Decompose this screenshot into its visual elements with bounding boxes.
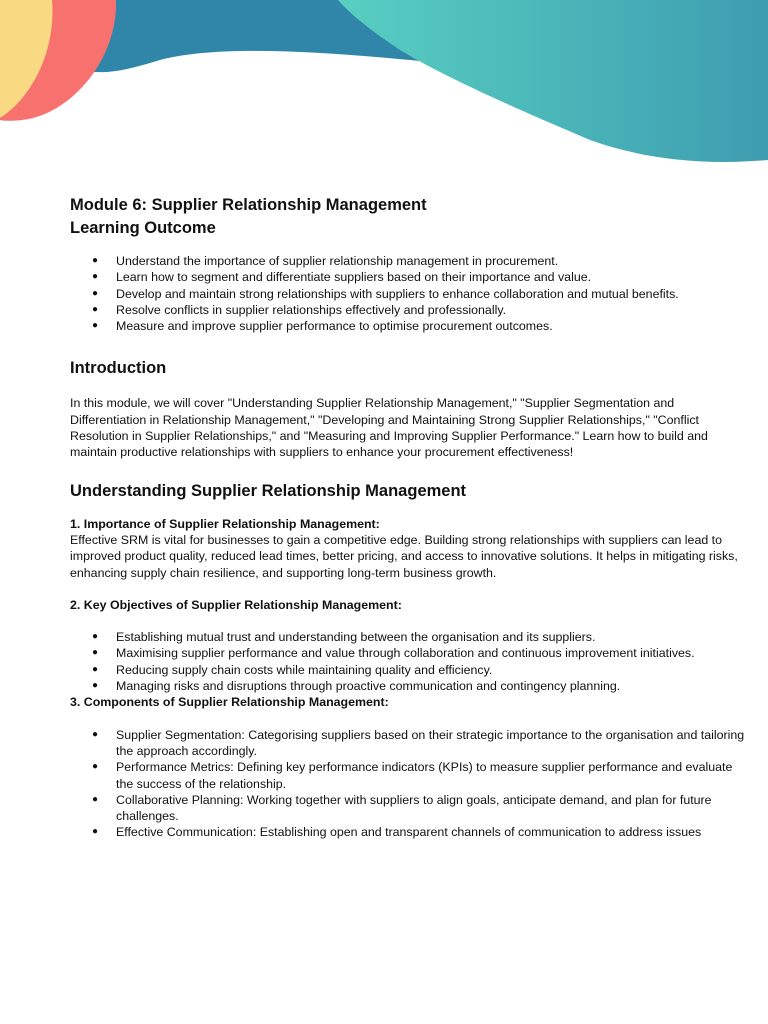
section-3-title: 3. Components of Supplier Relationship Management:: [70, 695, 389, 710]
list-item: ● Reducing supply chain costs while maintaining quality and efficiency.: [70, 662, 746, 678]
list-item: ● Managing risks and disruptions through proactive communication and contingency planning.: [70, 678, 746, 694]
components-list: [70, 727, 746, 841]
section-1-text: Effective SRM is vital for businesses to gain a competitive edge. Building strong relationships with suppliers can lead to improved product quality, reduced lead times, better pricing, and access to innovative solutions. It helps in mitigating risks, enhancing supply chain resilience, and supporting long-term business growth.: [70, 532, 738, 580]
section-1-title: 1. Importance of Supplier Relationship Management:: [70, 516, 380, 531]
list-item: ● Establishing mutual trust and understanding between the organisation and its suppliers.: [70, 629, 746, 645]
learning-outcome-heading: Learning Outcome: [70, 219, 216, 237]
list-item: ● Resolve conflicts in supplier relationships effectively and professionally.: [70, 302, 746, 318]
teal-wave-shape: [338, 0, 768, 162]
section-2-title: 2. Key Objectives of Supplier Relationship Management:: [70, 597, 402, 612]
learning-outcome-list: [70, 253, 746, 334]
header-wave-graphic: [0, 0, 768, 180]
list-item: ● Performance Metrics: Defining key performance indicators (KPIs) to measure supplier performance and evaluate the success of the relationship.: [70, 759, 746, 792]
list-item: ● Understand the importance of supplier relationship management in procurement.: [70, 253, 746, 269]
objectives-list: [70, 629, 746, 694]
list-item: ● Effective Communication: Establishing open and transparent channels of communication to address issues: [70, 824, 746, 840]
introduction-text: In this module, we will cover "Understanding Supplier Relationship Management," "Supplier Segmentation and Differentiation in Relationship Management," "Developing and Maintaining Strong Supplier Relationships," "Conflict Resolution in Supplier Relationships," and "Measuring and Improving Supplier Performance." Learn how to build and maintain productive relationships with suppliers to enhance your procurement effectiveness!: [70, 396, 708, 460]
list-item: ● Collaborative Planning: Working together with suppliers to align goals, anticipate demand, and plan for future challenges.: [70, 792, 746, 825]
list-item: ● Learn how to segment and differentiate suppliers based on their importance and value.: [70, 269, 746, 285]
introduction-heading: Introduction: [70, 359, 167, 378]
list-item: ● Supplier Segmentation: Categorising suppliers based on their strategic importance to the organisation and tailoring the approach accordingly.: [70, 727, 746, 760]
list-item: ● Develop and maintain strong relationships with suppliers to enhance collaboration and mutual benefits.: [70, 286, 746, 302]
document-body: [70, 194, 746, 841]
list-item: ● Measure and improve supplier performance to optimise procurement outcomes.: [70, 318, 746, 334]
module-title: Module 6: Supplier Relationship Management: [70, 196, 427, 214]
list-item: ● Maximising supplier performance and value through collaboration and continuous improvement initiatives.: [70, 645, 746, 661]
understanding-heading: Understanding Supplier Relationship Management: [70, 481, 467, 500]
